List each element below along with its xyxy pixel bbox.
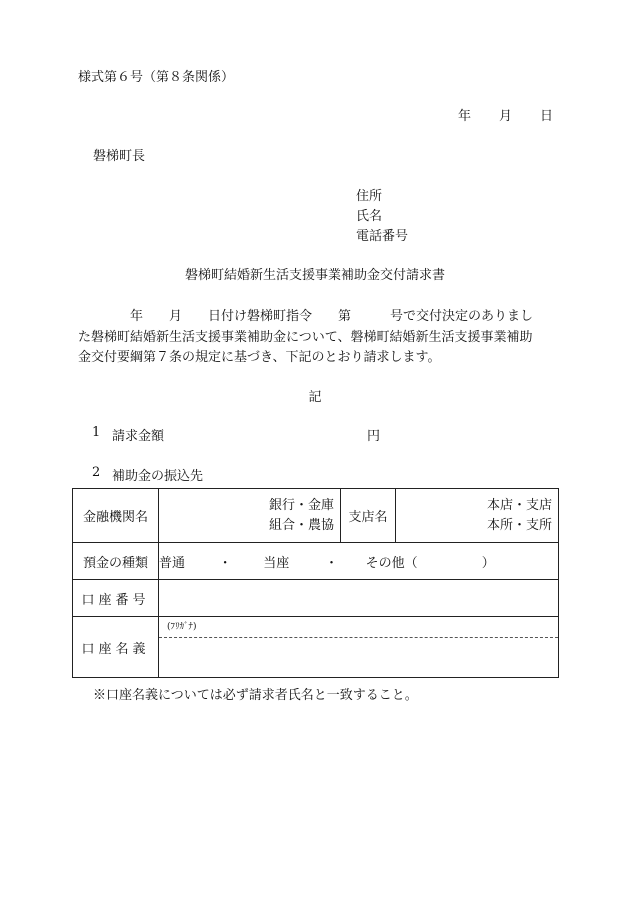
account-number-field[interactable] [159, 580, 559, 617]
item2-number: 2 [92, 465, 101, 480]
deposit-other-option[interactable]: その他（ [365, 555, 418, 571]
date-year: 年 [458, 109, 472, 124]
branch-name-label: 支店名 [341, 489, 396, 543]
account-number-row [73, 580, 559, 617]
deposit-type-row [73, 543, 559, 580]
item2-label: 補助金の振込先 [112, 469, 204, 484]
bank-transfer-table [72, 488, 559, 678]
deposit-ordinary-option[interactable]: 普通 [159, 555, 186, 571]
account-name-field[interactable] [159, 617, 559, 678]
deposit-separator-2: ・ [324, 555, 338, 571]
branch-name-field[interactable] [396, 489, 559, 543]
applicant-phone-label: 電話番号 [356, 229, 409, 244]
body-text-line-1: 年 月 日付け磐梯町指令 第 号で交付決定のありまし [78, 309, 534, 324]
date-month: 月 [499, 109, 513, 124]
bank-types-line1: 銀行・金庫 [268, 497, 334, 513]
account-name-label: 口座名義 [73, 617, 159, 678]
account-number-label: 口座番号 [73, 580, 159, 617]
deposit-type-label: 預金の種類 [73, 543, 159, 580]
account-name-note: ※口座名義については必ず請求者氏名と一致すること。 [93, 688, 418, 703]
branch-types-line2: 本所・支所 [486, 517, 552, 533]
addressee: 磐梯町長 [93, 149, 146, 164]
date-day: 日 [540, 109, 554, 124]
item1-number: 1 [92, 425, 101, 440]
deposit-separator-1: ・ [218, 555, 232, 571]
ki-heading: 記 [308, 390, 322, 405]
account-name-input[interactable] [159, 638, 558, 677]
applicant-address-label: 住所 [356, 189, 383, 204]
item1-label: 請求金額 [112, 429, 165, 444]
bank-row [73, 489, 559, 543]
furigana-label: (ﾌﾘｶﾞﾅ) [159, 617, 558, 638]
document-title: 磐梯町結婚新生活支援事業補助金交付請求書 [184, 268, 445, 283]
branch-types-line1: 本店・支店 [486, 497, 552, 513]
form-number: 様式第６号（第８条関係） [78, 70, 235, 85]
item1-unit: 円 [367, 429, 381, 444]
bank-name-label: 金融機関名 [73, 489, 159, 543]
deposit-type-options[interactable] [159, 543, 559, 580]
account-name-row [73, 617, 559, 678]
deposit-current-option[interactable]: 当座 [263, 555, 290, 571]
bank-types-line2: 組合・農協 [268, 517, 334, 533]
deposit-other-close: ） [481, 555, 495, 571]
body-text-line-3: 金交付要綱第７条の規定に基づき、下記のとおり請求します。 [78, 350, 441, 365]
applicant-name-label: 氏名 [356, 209, 383, 224]
body-text-line-2: た磐梯町結婚新生活支援事業補助金について、磐梯町結婚新生活支援事業補助 [78, 330, 533, 345]
bank-name-field[interactable] [159, 489, 341, 543]
